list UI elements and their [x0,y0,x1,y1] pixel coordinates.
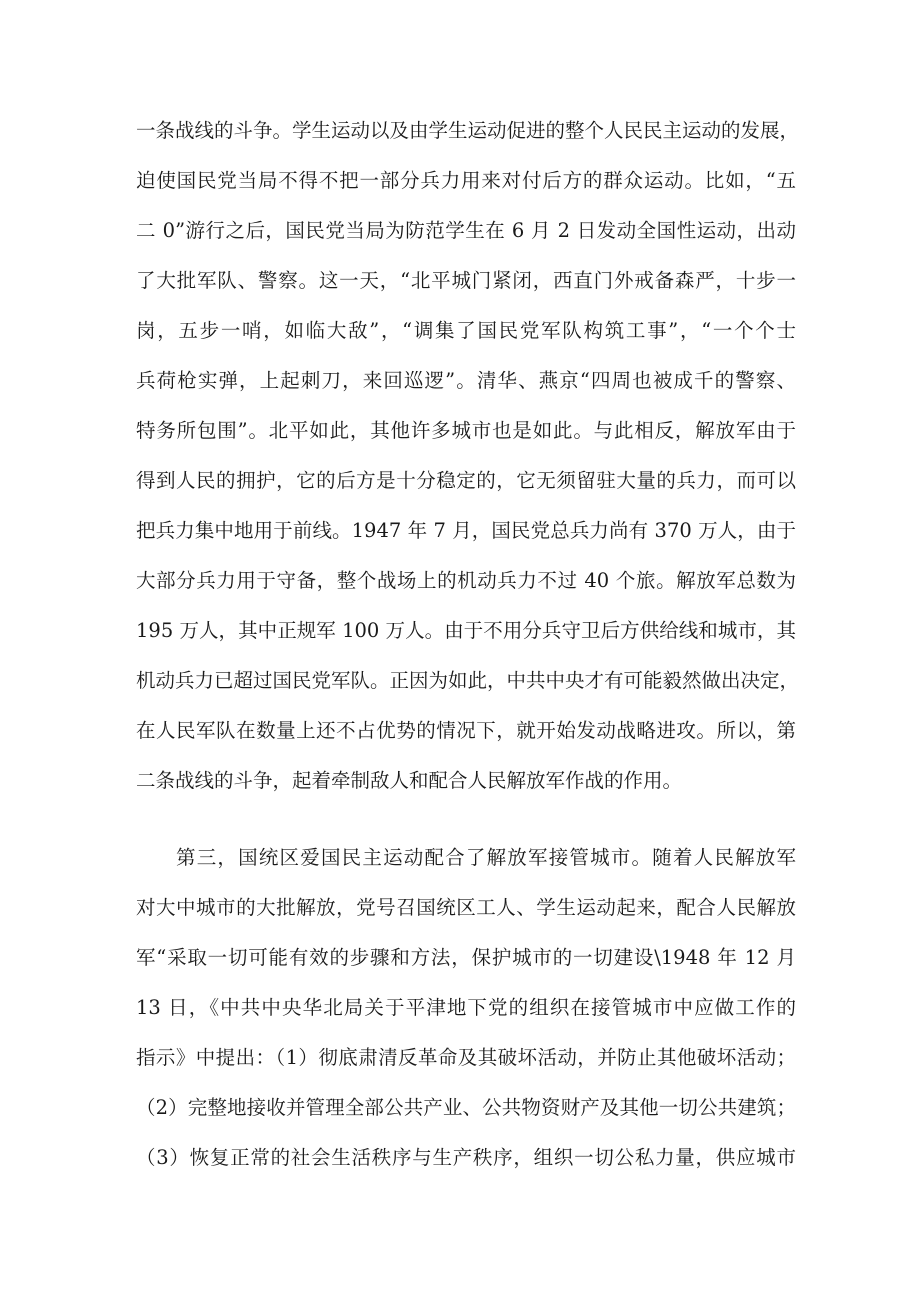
text-line: 对大中城市的大批解放，党号召国统区工人、学生运动起来，配合人民解放 [136,896,796,919]
text-line: 把兵力集中地用于前线。1947 年 7 月，国民党总兵力尚有 370 万人，由于 [136,519,796,542]
text-line: 二条战线的斗争，起着牵制敌人和配合人民解放军作战的作用。 [136,769,683,792]
text-line: （3）恢复正常的社会生活秩序与生产秩序，组织一切公私力量，供应城市 [136,1146,796,1169]
text-line: 特务所包围”。北平如此，其他许多城市也是如此。与此相反，解放军由于 [136,419,796,442]
text-line: 一条战线的斗争。学生运动以及由学生运动促进的整个人民民主运动的发展， [136,119,800,142]
text-line: 在人民军队在数量上还不占优势的情况下，就开始发动战略进攻。所以，第 [136,719,796,742]
text-line: 指示》中提出：（1）彻底肃清反革命及其破坏活动，并防止其他破坏活动； [136,1046,796,1069]
text-line: 机动兵力已超过国民党军队。正因为如此，中共中央才有可能毅然做出决定， [136,669,800,692]
text-line: 195 万人，其中正规军 100 万人。由于不用分兵守卫后方供给线和城市，其 [136,619,796,642]
text-line: （2）完整地接收并管理全部公共产业、公共物资财产及其他一切公共建筑； [136,1096,796,1119]
text-line: 13 日，《中共中央华北局关于平津地下党的组织在接管城市中应做工作的 [136,996,796,1019]
text-line: 大部分兵力用于守备，整个战场上的机动兵力不过 40 个旅。解放军总数为 [136,569,796,592]
text-line: 第三，国统区爱国民主运动配合了解放军接管城市。随着人民解放军 [176,846,796,869]
text-line: 军“采取一切可能有效的步骤和方法，保护城市的一切建设\1948 年 12 月 [136,946,796,969]
text-line: 得到人民的拥护，它的后方是十分稳定的，它无须留驻大量的兵力，而可以 [136,469,796,492]
text-line: 岗，五步一哨，如临大敌”，“调集了国民党军队构筑工事”，“一个个士 [136,319,796,342]
text-line: 迫使国民党当局不得不把一部分兵力用来对付后方的群众运动。比如，“五 [136,169,796,192]
text-line: 二 0”游行之后，国民党当局为防范学生在 6 月 2 日发动全国性运动，出动 [136,219,796,242]
text-line: 了大批军队、警察。这一天，“北平城门紧闭，西直门外戒备森严，十步一 [136,269,796,292]
text-line: 兵荷枪实弹，上起刺刀，来回巡逻”。清华、燕京“四周也被成千的警察、 [136,369,796,392]
